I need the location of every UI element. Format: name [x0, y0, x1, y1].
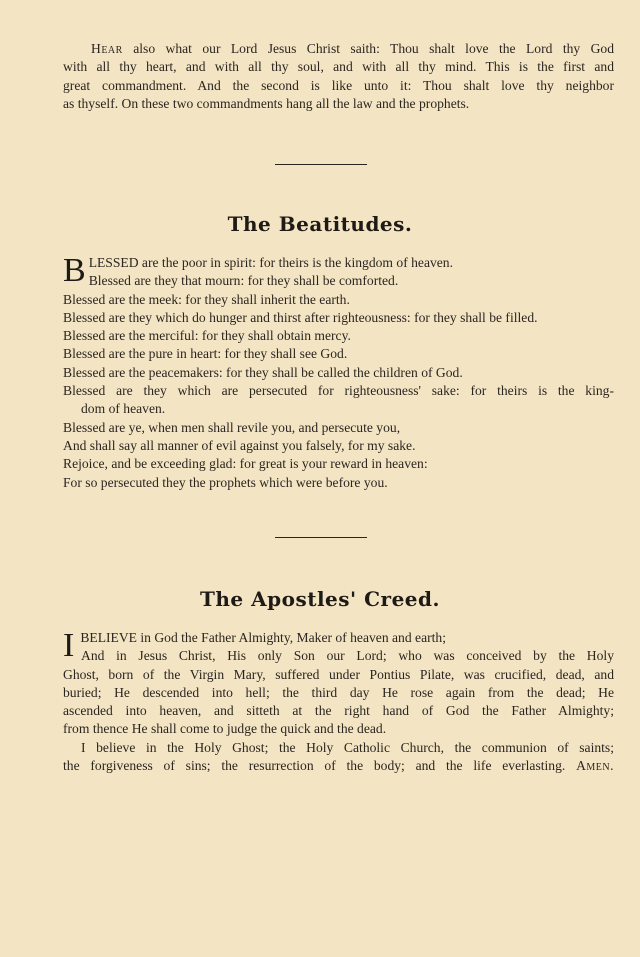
beatitude-line: LESSED are the poor in spirit: for theirs is the kingdom of heaven. [88, 255, 454, 270]
creed-line: I believe in the Holy Ghost; the Holy Catholic Church, the communion of saints; [81, 739, 614, 755]
beatitude-line: Blessed are the pure in heart: for they shall see God. [63, 346, 348, 362]
beatitude-line: Rejoice, and be exceeding glad: for great is your reward in heaven: [63, 456, 428, 472]
creed-line: the forgiveness of sins; the resurrection of the body; and the life everlasting. Amen. [63, 758, 614, 774]
beatitudes-text [63, 254, 614, 492]
amen: Amen. [576, 758, 614, 774]
beatitude-line: And shall say all manner of evil against you falsely, for my sake. [63, 437, 416, 453]
creed-text [63, 629, 614, 775]
beatitude-line: Blessed are the meek: for they shall inherit the earth. [63, 291, 350, 307]
beatitude-line: Blessed are they which are persecuted for righteousness' sake: for theirs is the king- [63, 383, 614, 399]
creed-line: from thence He shall come to judge the quick and the dead. [63, 721, 387, 737]
beatitude-line: Blessed are the peacemakers: for they shall be called the children of God. [63, 364, 463, 380]
beatitude-line: Blessed are ye, when men shall revile you, and persecute you, [63, 419, 401, 435]
creed-heading: The Apostles' Creed. [200, 587, 440, 611]
section-divider [275, 164, 367, 165]
creed-line: And in Jesus Christ, His only Son our Lord; who was conceived by the Holy [81, 648, 614, 664]
creed-line: buried; He descended into hell; the third day He rose again from the dead; He [63, 684, 614, 700]
beatitudes-heading: The Beatitudes. [227, 212, 413, 236]
beatitude-line: For so persecuted they the prophets which were before you. [63, 474, 388, 490]
beatitudes-dropcap: B [63, 252, 86, 289]
section-divider [275, 537, 367, 538]
commandment-line-3: great commandment. And the second is like unto it: Thou shalt love thy neighbor [63, 77, 614, 93]
creed-dropcap: I [63, 627, 75, 664]
beatitude-line: Blessed are they that mourn: for they shall be comforted. [88, 273, 399, 289]
beatitude-line: dom of heaven. [81, 401, 166, 417]
commandment-lead-word: Hear [91, 41, 123, 56]
commandment-line-2: with all thy heart, and with all thy soul, and with all thy mind. This is the first and [63, 59, 614, 75]
beatitude-line: Blessed are the merciful: for they shall obtain mercy. [63, 328, 351, 344]
commandment-line-4: as thyself. On these two commandments hang all the law and the prophets. [63, 95, 470, 111]
beatitude-line: Blessed are they which do hunger and thirst after righteousness: for they shall be filled. [63, 309, 538, 325]
commandment-line-1: Hear also what our Lord Jesus Christ saith: Thou shalt love the Lord thy God [91, 41, 614, 56]
creed-line: Ghost, born of the Virgin Mary, suffered under Pontius Pilate, was crucified, dead, and [63, 666, 614, 682]
creed-line: ascended into heaven, and sitteth at the right hand of God the Father Almighty; [63, 703, 614, 719]
creed-line: BELIEVE in God the Father Almighty, Maker of heaven and earth; [80, 630, 446, 645]
great-commandment-paragraph [63, 40, 614, 113]
